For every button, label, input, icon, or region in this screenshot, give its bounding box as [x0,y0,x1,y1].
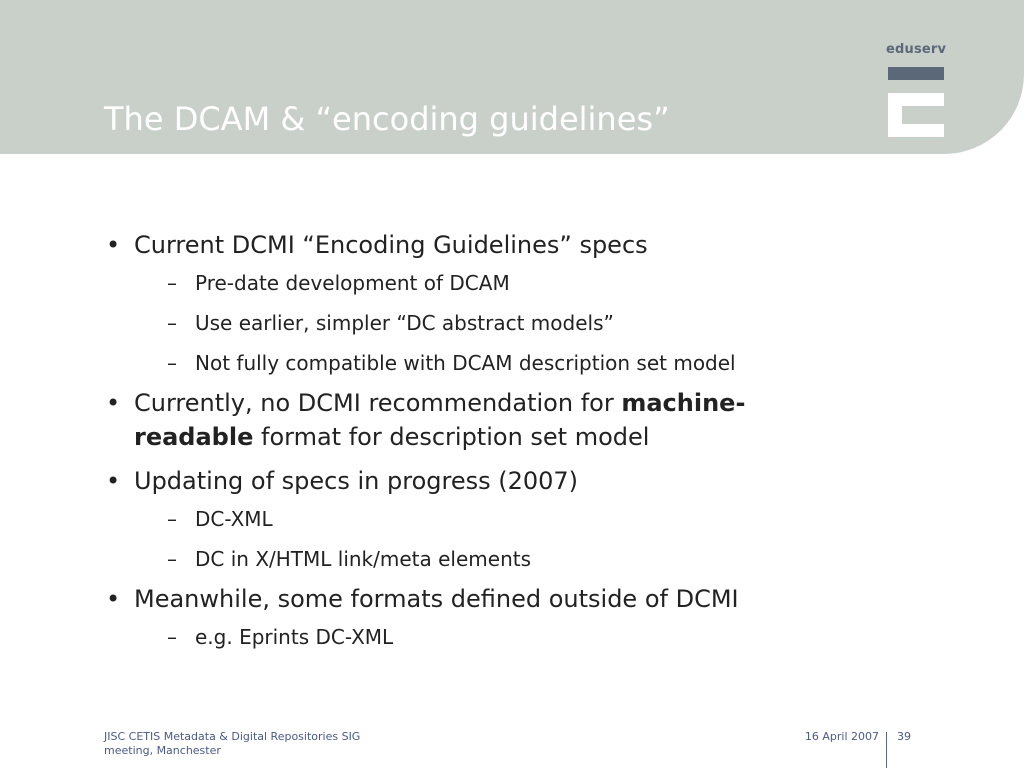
bullet-text-part: Currently, no DCMI recommendation for [134,389,622,417]
logo-wordmark: eduserv [886,42,947,57]
eduserv-e-icon [886,42,947,138]
sub-bullet-text: Not fully compatible with DCAM description set model [195,351,736,375]
sub-bullet-text: e.g. Eprints DC-XML [195,625,394,649]
slide-body [104,228,904,664]
footer-date: 16 April 2007 [804,730,879,743]
bullet-bold-text: readable [134,423,254,451]
bullet-item [104,464,904,498]
bullet-item [104,228,904,262]
bullet-icon: • [106,585,121,613]
sub-bullet-item [104,270,904,296]
bullet-icon: • [106,231,121,259]
bullet-icon: • [106,389,121,417]
footer-event-line: JISC CETIS Metadata & Digital Repositories SIG [104,730,361,743]
bullet-text: Current DCMI “Encoding Guidelines” specs [134,231,648,259]
dash-icon: – [167,271,177,295]
bullet-bold-text: machine- [621,389,746,417]
footer-divider [886,732,887,768]
bullet-text-part: format for description set model [253,423,650,451]
dash-icon: – [167,507,177,531]
sub-bullet-text: DC in X/HTML link/meta elements [195,547,532,571]
sub-bullet-text: DC-XML [195,507,273,531]
dash-icon: – [167,625,177,649]
header-band [0,0,1024,154]
dash-icon: – [167,547,177,571]
slide-footer [0,730,1024,768]
sub-bullet-item [104,506,904,532]
bullet-text: Meanwhile, some formats defined outside of DCMI [134,585,739,613]
sub-bullet-text: Pre-date development of DCAM [195,271,510,295]
sub-bullet-item [104,310,904,336]
bullet-icon: • [106,467,121,495]
footer-event [104,730,404,758]
slide-title: The DCAM & “encoding guidelines” [104,100,670,138]
dash-icon: – [167,311,177,335]
dash-icon: – [167,351,177,375]
bullet-item [104,386,904,454]
sub-bullet-text: Use earlier, simpler “DC abstract models” [195,311,614,335]
sub-bullet-item [104,624,904,650]
bullet-text: Updating of specs in progress (2007) [134,467,579,495]
sub-bullet-item [104,546,904,572]
eduserv-logo [886,42,947,138]
page-number: 39 [897,730,911,743]
bullet-item [104,582,904,616]
footer-event-line: meeting, Manchester [104,744,221,757]
sub-bullet-item [104,350,904,376]
